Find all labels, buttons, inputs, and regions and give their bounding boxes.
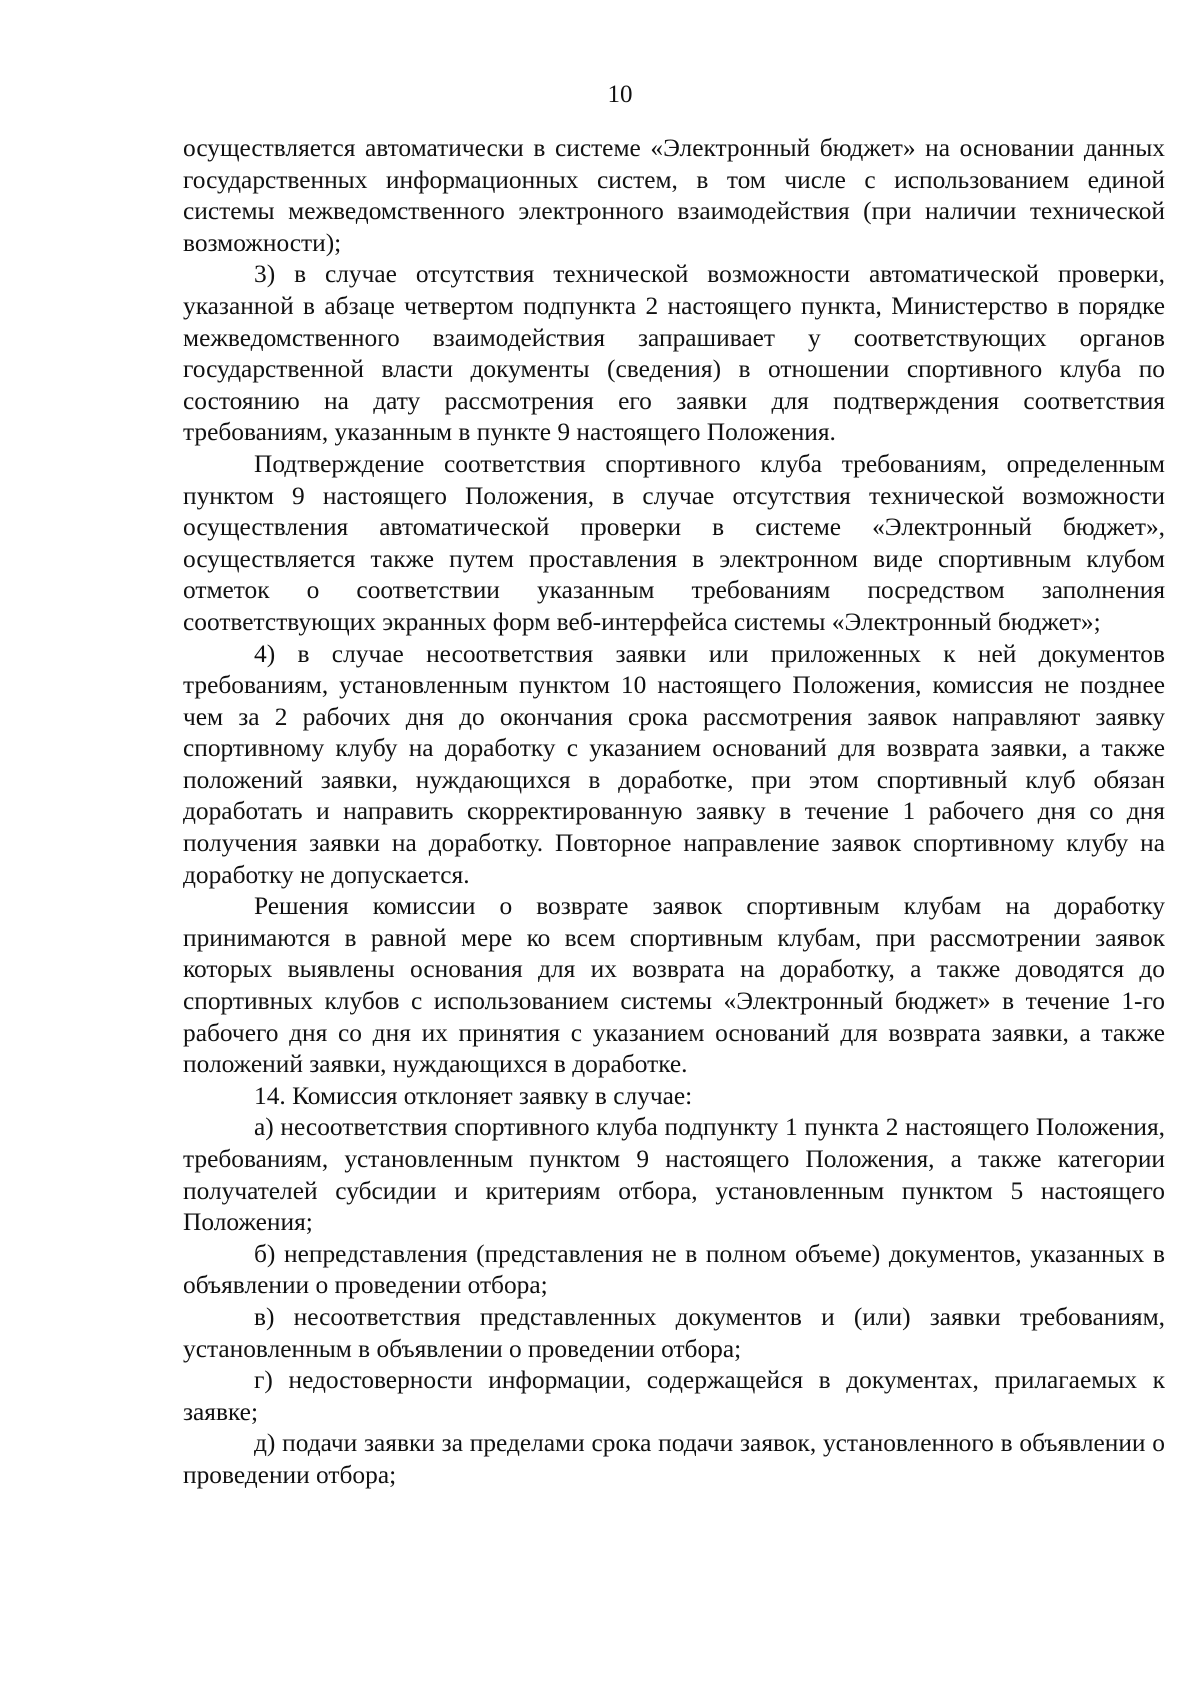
document-body	[183, 133, 1165, 1492]
paragraph-item-3: 3) в случае отсутствия технической возможности автоматической проверки, указанной в абзаце четвертом подпункта 2 настоящего пункта, Министерство в порядке межведомственного взаимодействия запрашивает у соответствующих органов государственной власти документы (сведения) в отношении спортивного клуба по состоянию на дату рассмотрения его заявки для подтверждения соответствия требованиям, указанным в пункте 9 настоящего Положения.	[183, 260, 1165, 447]
paragraph-commission-decisions: Решения комиссии о возврате заявок спортивным клубам на доработку принимаются в равной мере ко всем спортивным клубам, при рассмотрении заявок которых выявлены основания для их возврата на доработку, а также доводятся до спортивных клубов с использованием системы «Электронный бюджет» в течение 1-го рабочего дня со дня их принятия с указанием оснований для возврата заявки, а также положений заявки, нуждающихся в доработке.	[183, 892, 1165, 1079]
paragraph-section-14: 14. Комиссия отклоняет заявку в случае:	[254, 1081, 693, 1110]
paragraph-item-v: в) несоответствия представленных документов и (или) заявки требованиям, установленным в объявлении о проведении отбора;	[183, 1302, 1165, 1363]
paragraph-item-g: г) недостоверности информации, содержащейся в документах, прилагаемых к заявке;	[183, 1366, 1165, 1426]
paragraph-continuation: осуществляется автоматически в системе «Электронный бюджет» на основании данных государственных информационных систем, в том числе с использованием единой системы межведомственного электронного взаимодействия (при наличии технической возможности);	[183, 134, 1165, 257]
paragraph-item-d: д) подачи заявки за пределами срока подачи заявок, установленного в объявлении о проведении отбора;	[183, 1429, 1165, 1489]
paragraph-item-4: 4) в случае несоответствия заявки или приложенных к ней документов требованиям, установленным пунктом 10 настоящего Положения, комиссия не позднее чем за 2 рабочих дня до окончания срока рассмотрения заявок направляют заявку спортивному клубу на доработку с указанием оснований для возврата заявки, а также положений заявки, нуждающихся в доработке, при этом спортивный клуб обязан доработать и направить скорректированную заявку в течение 1 рабочего дня со дня получения заявки на доработку. Повторное направление заявок спортивному клубу на доработку не допускается.	[183, 639, 1165, 889]
paragraph-confirmation: Подтверждение соответствия спортивного клуба требованиям, определенным пунктом 9 настоящего Положения, в случае отсутствия технической возможности осуществления автоматической проверки в системе «Электронный бюджет», осуществляется также путем проставления в электронном виде спортивным клубом отметок о соответствии указанным требованиям посредством заполнения соответствующих экранных форм веб-интерфейса системы «Электронный бюджет»;	[183, 449, 1165, 636]
paragraph-item-b: б) непредставления (представления не в полном объеме) документов, указанных в объявлении о проведении отбора;	[183, 1239, 1165, 1300]
page-number: 10	[607, 81, 633, 108]
paragraph-item-a: а) несоответствия спортивного клуба подпункту 1 пункта 2 настоящего Положения, требованиям, установленным пунктом 9 настоящего Положения, а также категории получателей субсидии и критериям отбора, установленным пунктом 5 настоящего Положения;	[183, 1113, 1165, 1237]
